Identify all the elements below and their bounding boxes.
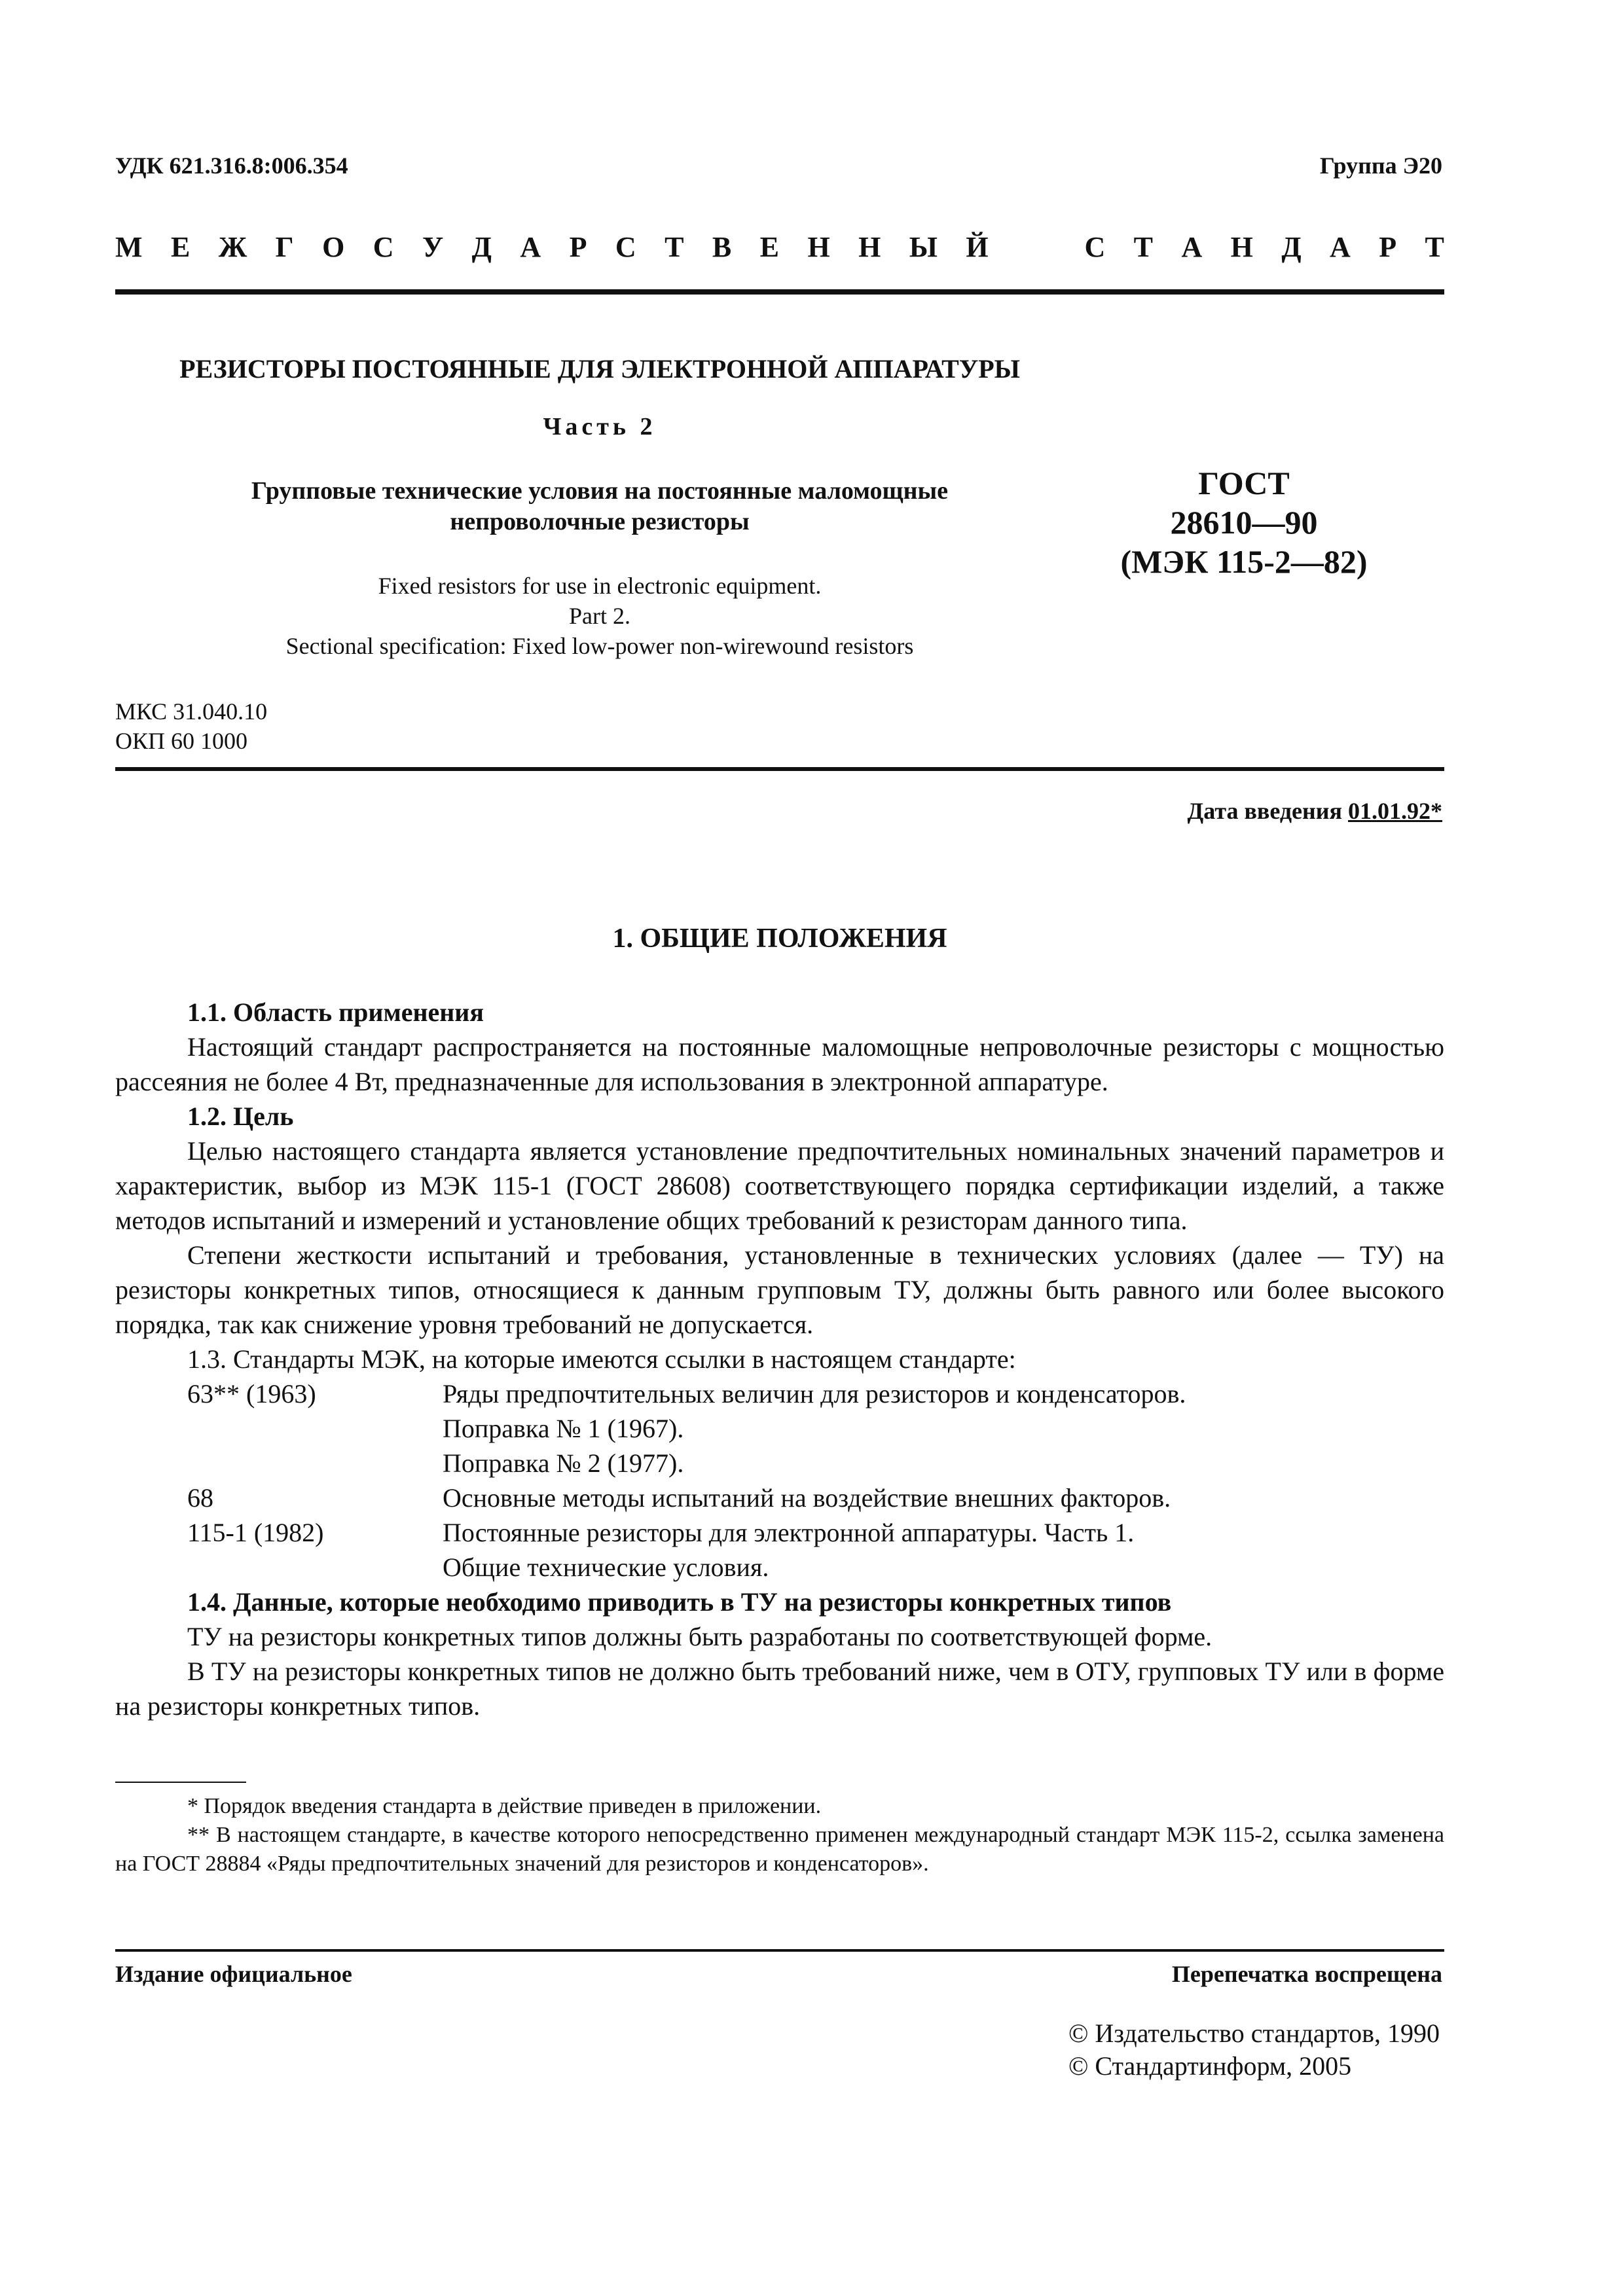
copyright (1068, 2017, 1440, 2083)
classification-codes (115, 697, 267, 756)
banner-letter: Ы (909, 231, 938, 263)
subtitle-line-1: Групповые технические условия на постоянные маломощные (251, 477, 949, 505)
heading-1-2: 1.2. Цель (187, 1102, 294, 1131)
paragraph-1-2a: Целью настоящего стандарта является установление предпочтительных номинальных значений параметров и характеристик, выбор из МЭК 115-1 (ГОСТ 28608) соответствующего порядка сертификации изделий, а также методов испытаний и измерений и установление общих требований к резисторам данного типа. (115, 1136, 1444, 1235)
reference-text: Общие технические условия. (443, 1552, 769, 1582)
introduction-date (1188, 797, 1443, 825)
date-value: 01.01.92* (1348, 798, 1442, 824)
reference-text: Основные методы испытаний на воздействие внешних факторов. (443, 1483, 1171, 1513)
banner-letter: Р (569, 231, 587, 263)
banner-letter: Д (471, 231, 492, 263)
reference-row (115, 1411, 1444, 1446)
document-subtitle (115, 476, 1084, 537)
banner-letter: Ж (218, 231, 247, 263)
reference-text: Ряды предпочтительных величин для резисторов и конденсаторов. (443, 1379, 1186, 1408)
banner-letter: Й (966, 231, 989, 263)
footnotes (115, 1792, 1444, 1878)
gost-line-1: ГОСТ (1198, 465, 1290, 501)
banner-letter: М (115, 231, 143, 263)
reprint-prohibited: Перепечатка воспрещена (1171, 1961, 1442, 1987)
copyright-line-2: © Стандартинформ, 2005 (1068, 2051, 1352, 2081)
banner-letter: Д (1281, 231, 1302, 263)
reference-row (115, 1376, 1444, 1411)
interstate-standard-banner (115, 230, 1444, 264)
copyright-line-1: © Издательство стандартов, 1990 (1068, 2018, 1440, 2048)
official-edition: Издание официальное (115, 1961, 352, 1987)
banner-letter: В (712, 231, 732, 263)
gost-line-3: (МЭК 115-2—82) (1120, 543, 1368, 580)
part-number: Часть 2 (543, 413, 657, 440)
reference-text: Поправка № 1 (1967). (443, 1414, 684, 1443)
banner-word-gap (1017, 230, 1056, 264)
reference-row (115, 1480, 1444, 1515)
banner-letter: Г (275, 231, 294, 263)
english-title (115, 571, 1084, 661)
section-body (115, 995, 1444, 1723)
english-title-line-2: Part 2. (569, 603, 630, 629)
paragraph-1-3: 1.3. Стандарты МЭК, на которые имеются ссылки в настоящем стандарте: (187, 1344, 1016, 1374)
reference-row (115, 1550, 1444, 1585)
paragraph-1-2b: Степени жесткости испытаний и требования, установленные в технических условиях (далее — ТУ) на резисторы конкретных типов, относящиеся к данным групповым ТУ, должны быть равного или более высокого порядка, так как снижение уровня требований не допускается. (115, 1240, 1444, 1339)
udk-code: УДК 621.316.8:006.354 (115, 152, 348, 179)
footnote-1: * Порядок введения стандарта в действие приведен в приложении. (187, 1794, 822, 1818)
bottom-rule (115, 1949, 1444, 1952)
gost-number (1113, 463, 1375, 581)
footnote-rule (115, 1782, 246, 1783)
banner-letter: А (1181, 231, 1203, 263)
banner-letter: Т (1425, 231, 1444, 263)
reference-code: 68 (187, 1483, 213, 1513)
reference-row (115, 1515, 1444, 1550)
banner-letter: Т (1133, 231, 1154, 263)
banner-letter: Н (858, 231, 881, 263)
reference-code (115, 1446, 443, 1480)
banner-letter: С (373, 231, 394, 263)
banner-letter: Н (807, 231, 830, 263)
top-rule (115, 289, 1444, 295)
mks-code: МКС 31.040.10 (115, 698, 268, 725)
banner-letter: А (1330, 231, 1351, 263)
document-title: РЕЗИСТОРЫ ПОСТОЯННЫЕ ДЛЯ ЭЛЕКТРОННОЙ АППАРАТУРЫ (179, 354, 1020, 384)
reference-row (115, 1446, 1444, 1480)
banner-letter: С (615, 231, 636, 263)
banner-letter: Е (170, 231, 191, 263)
mid-rule (115, 767, 1444, 771)
heading-1-4: 1.4. Данные, которые необходимо приводить в ТУ на резисторы конкретных типов (187, 1587, 1172, 1617)
reference-text: Поправка № 2 (1977). (443, 1448, 684, 1478)
reference-text: Постоянные резисторы для электронной аппаратуры. Часть 1. (443, 1518, 1135, 1547)
heading-1-1: 1.1. Область применения (187, 997, 484, 1027)
banner-letter: Н (1230, 231, 1253, 263)
reference-code (115, 1411, 443, 1446)
paragraph-1-1: Настоящий стандарт распространяется на постоянные маломощные непроволочные резисторы с мощностью рассеяния не более 4 Вт, предназначенные для использования в электронной аппаратуре. (115, 1032, 1444, 1096)
okp-code: ОКП 60 1000 (115, 728, 248, 754)
banner-letter: С (1084, 231, 1106, 263)
reference-code (115, 1550, 443, 1585)
banner-letter: Т (665, 231, 684, 263)
section-title: 1. ОБЩИЕ ПОЛОЖЕНИЯ (612, 924, 947, 954)
reference-code: 63** (1963) (187, 1379, 316, 1408)
banner-letter: А (520, 231, 541, 263)
banner-letter: О (322, 231, 345, 263)
gost-line-2: 28610—90 (1170, 504, 1318, 541)
paragraph-1-4a: ТУ на резисторы конкретных типов должны быть разработаны по соответствующей форме. (187, 1622, 1213, 1651)
reference-code: 115-1 (1982) (187, 1518, 324, 1547)
footnote-2: ** В настоящем стандарте, в качестве которого непосредственно применен международный стандарт МЭК 115-2, ссылка заменена на ГОСТ 28884 «Ряды предпочтительных значений для резисторов и конденсаторов». (115, 1823, 1444, 1876)
banner-letter: Р (1379, 231, 1397, 263)
english-title-line-3: Sectional specification: Fixed low-power non-wirewound resistors (285, 633, 914, 659)
subtitle-line-2: непроволочные резисторы (450, 508, 750, 535)
banner-letter: Е (759, 231, 780, 263)
references-list (115, 1376, 1444, 1585)
english-title-line-1: Fixed resistors for use in electronic equipment. (378, 573, 822, 599)
paragraph-1-4b: В ТУ на резисторы конкретных типов не должно быть требований ниже, чем в ОТУ, групповых ТУ или в форме на резисторы конкретных типов. (115, 1657, 1444, 1721)
group-code: Группа Э20 (1319, 152, 1442, 179)
date-label: Дата введения (1187, 798, 1342, 824)
banner-letter: У (422, 231, 444, 263)
